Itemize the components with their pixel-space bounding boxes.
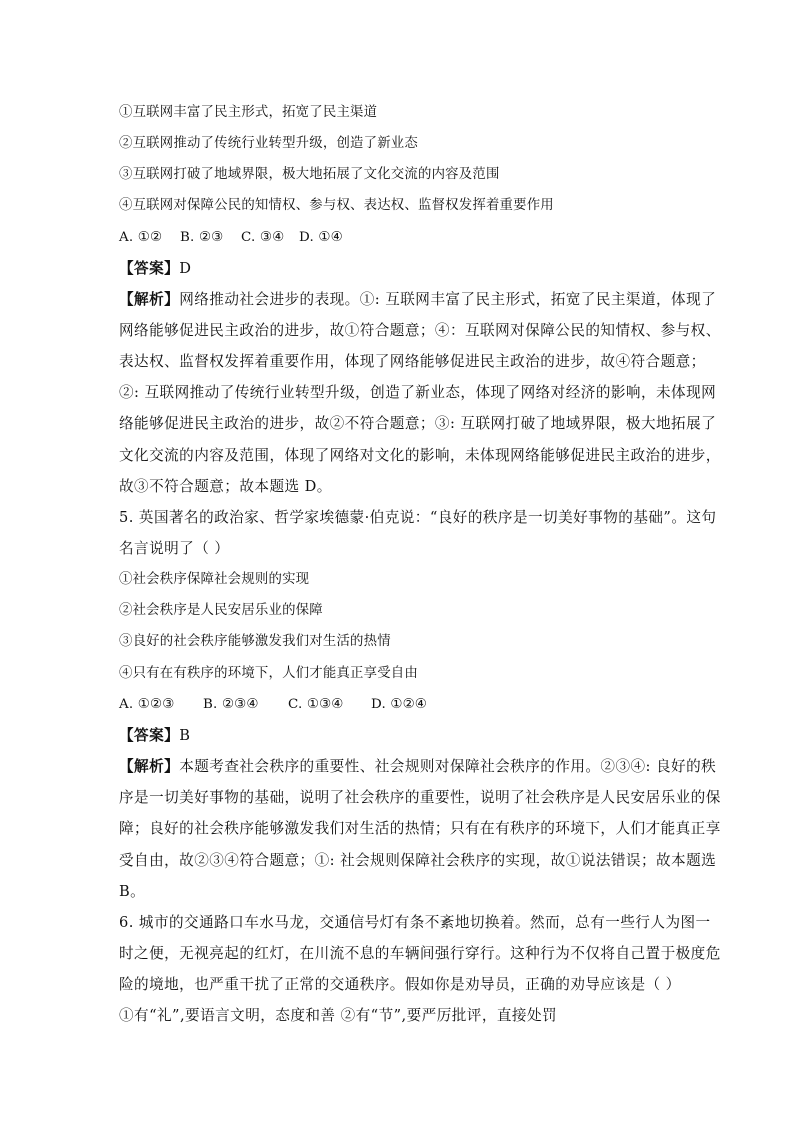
q4-analysis-line-5: 络能够促进民主政治的进步，故②不符合题意；③: 互联网打破了地域界限，极大地拓展了 [119, 415, 717, 432]
q4-option-3: ③互联网打破了地域界限，极大地拓展了文化交流的内容及范围 [119, 167, 500, 182]
analysis-tag: 【解析】 [119, 291, 180, 308]
q4-option-2: ②互联网推动了传统行业转型升级，创造了新业态 [119, 136, 418, 151]
analysis-text: 本题考查社会秩序的重要性、社会规则对保障社会秩序的作用。②③④: 良好的秩 [179, 758, 717, 775]
q4-analysis-line-1 [119, 290, 716, 310]
q4-choices [119, 228, 343, 248]
answer-value: B [179, 727, 191, 744]
q4-option-4: ④互联网对保障公民的知情权、参与权、表达权、监督权发挥着重要作用 [119, 198, 554, 213]
analysis-text: 网络推动社会进步的表现。①: 互联网丰富了民主形式，拓宽了民主渠道，体现了 [179, 291, 717, 308]
q4-analysis-line-3: 表达权、监督权发挥着重要作用，体现了网络能够促进民主政治的进步，故④符合题意； [119, 353, 706, 370]
q5-analysis-line-1 [119, 757, 716, 777]
q4-analysis-line-4: ②: 互联网推动了传统行业转型升级，创造了新业态，体现了网络对经济的影响，未体现网 [119, 384, 717, 401]
q6-stem-line-2: 时之便，无视亮起的红灯，在川流不息的车辆间强行穿行。这种行为不仅将自己置于极度危 [119, 945, 721, 962]
answer-tag: 【答案】 [119, 727, 180, 744]
q5-answer [119, 726, 190, 746]
answer-tag: 【答案】 [119, 260, 180, 277]
q5-choice-c: C. ①③④ [288, 697, 344, 712]
q5-choice-d: D. ①②④ [371, 697, 427, 712]
q6-stem-line-4: ①有“礼”,要语言文明，态度和善 ②有“节”,要严厉批评，直接处罚 [119, 1007, 558, 1024]
q5-analysis-line-3: 障；良好的社会秩序能够激发我们对生活的热情；只有在有秩序的环境下，人们才能真正享 [119, 820, 721, 837]
q6-stem-line-3: 险的境地，也严重干扰了正常的交通秩序。假如你是劝导员，正确的劝导应该是（ ） [119, 976, 681, 993]
q4-option-1: ①互联网丰富了民主形式，拓宽了民主渠道 [119, 105, 378, 120]
q4-choice-c: C. ③④ [241, 230, 285, 245]
q4-choice-b: B. ②③ [180, 230, 224, 245]
q5-analysis-line-2: 序是一切美好事物的基础，说明了社会秩序的重要性，说明了社会秩序是人民安居乐业的保 [119, 789, 721, 806]
q5-option-3: ③良好的社会秩序能够激发我们对生活的热情 [119, 634, 391, 649]
q4-choice-d: D. ①④ [299, 230, 343, 245]
q5-analysis-line-4: 受自由，故②③④符合题意；①: 社会规则保障社会秩序的实现，故①说法错误；故本题选 [119, 852, 717, 869]
answer-value: D [179, 260, 192, 277]
q5-choice-a: A. ①②③ [119, 697, 175, 712]
q5-choice-b: B. ②③④ [203, 697, 259, 712]
q5-analysis-line-5: B。 [119, 883, 146, 900]
q5-stem-line-1: 5. 英国著名的政治家、哲学家埃德蒙·伯克说：“良好的秩序是一切美好事物的基础”。这句 [119, 509, 717, 526]
q4-analysis-line-2: 网络能够促进民主政治的进步，故①符合题意；④：互联网对保障公民的知情权、参与权、 [119, 322, 721, 339]
analysis-tag: 【解析】 [119, 758, 180, 775]
q4-analysis-line-7: 故③不符合题意；故本题选 D。 [119, 478, 332, 495]
q5-option-4: ④只有在有秩序的环境下，人们才能真正享受自由 [119, 666, 418, 681]
q6-stem-line-1: 6. 城市的交通路口车水马龙，交通信号灯有条不紊地切换着。然而，总有一些行人为图一 [119, 914, 711, 931]
q5-option-1: ①社会秩序保障社会规则的实现 [119, 572, 310, 587]
q5-choices [119, 695, 427, 715]
q5-option-2: ②社会秩序是人民安居乐业的保障 [119, 603, 323, 618]
q4-analysis-line-6: 文化交流的内容及范围，体现了网络对文化的影响，未体现网络能够促进民主政治的进步， [119, 447, 721, 464]
q4-choice-a: A. ①② [119, 230, 163, 245]
q4-answer [119, 259, 191, 279]
q5-stem-line-2: 名言说明了（ ） [119, 540, 230, 557]
